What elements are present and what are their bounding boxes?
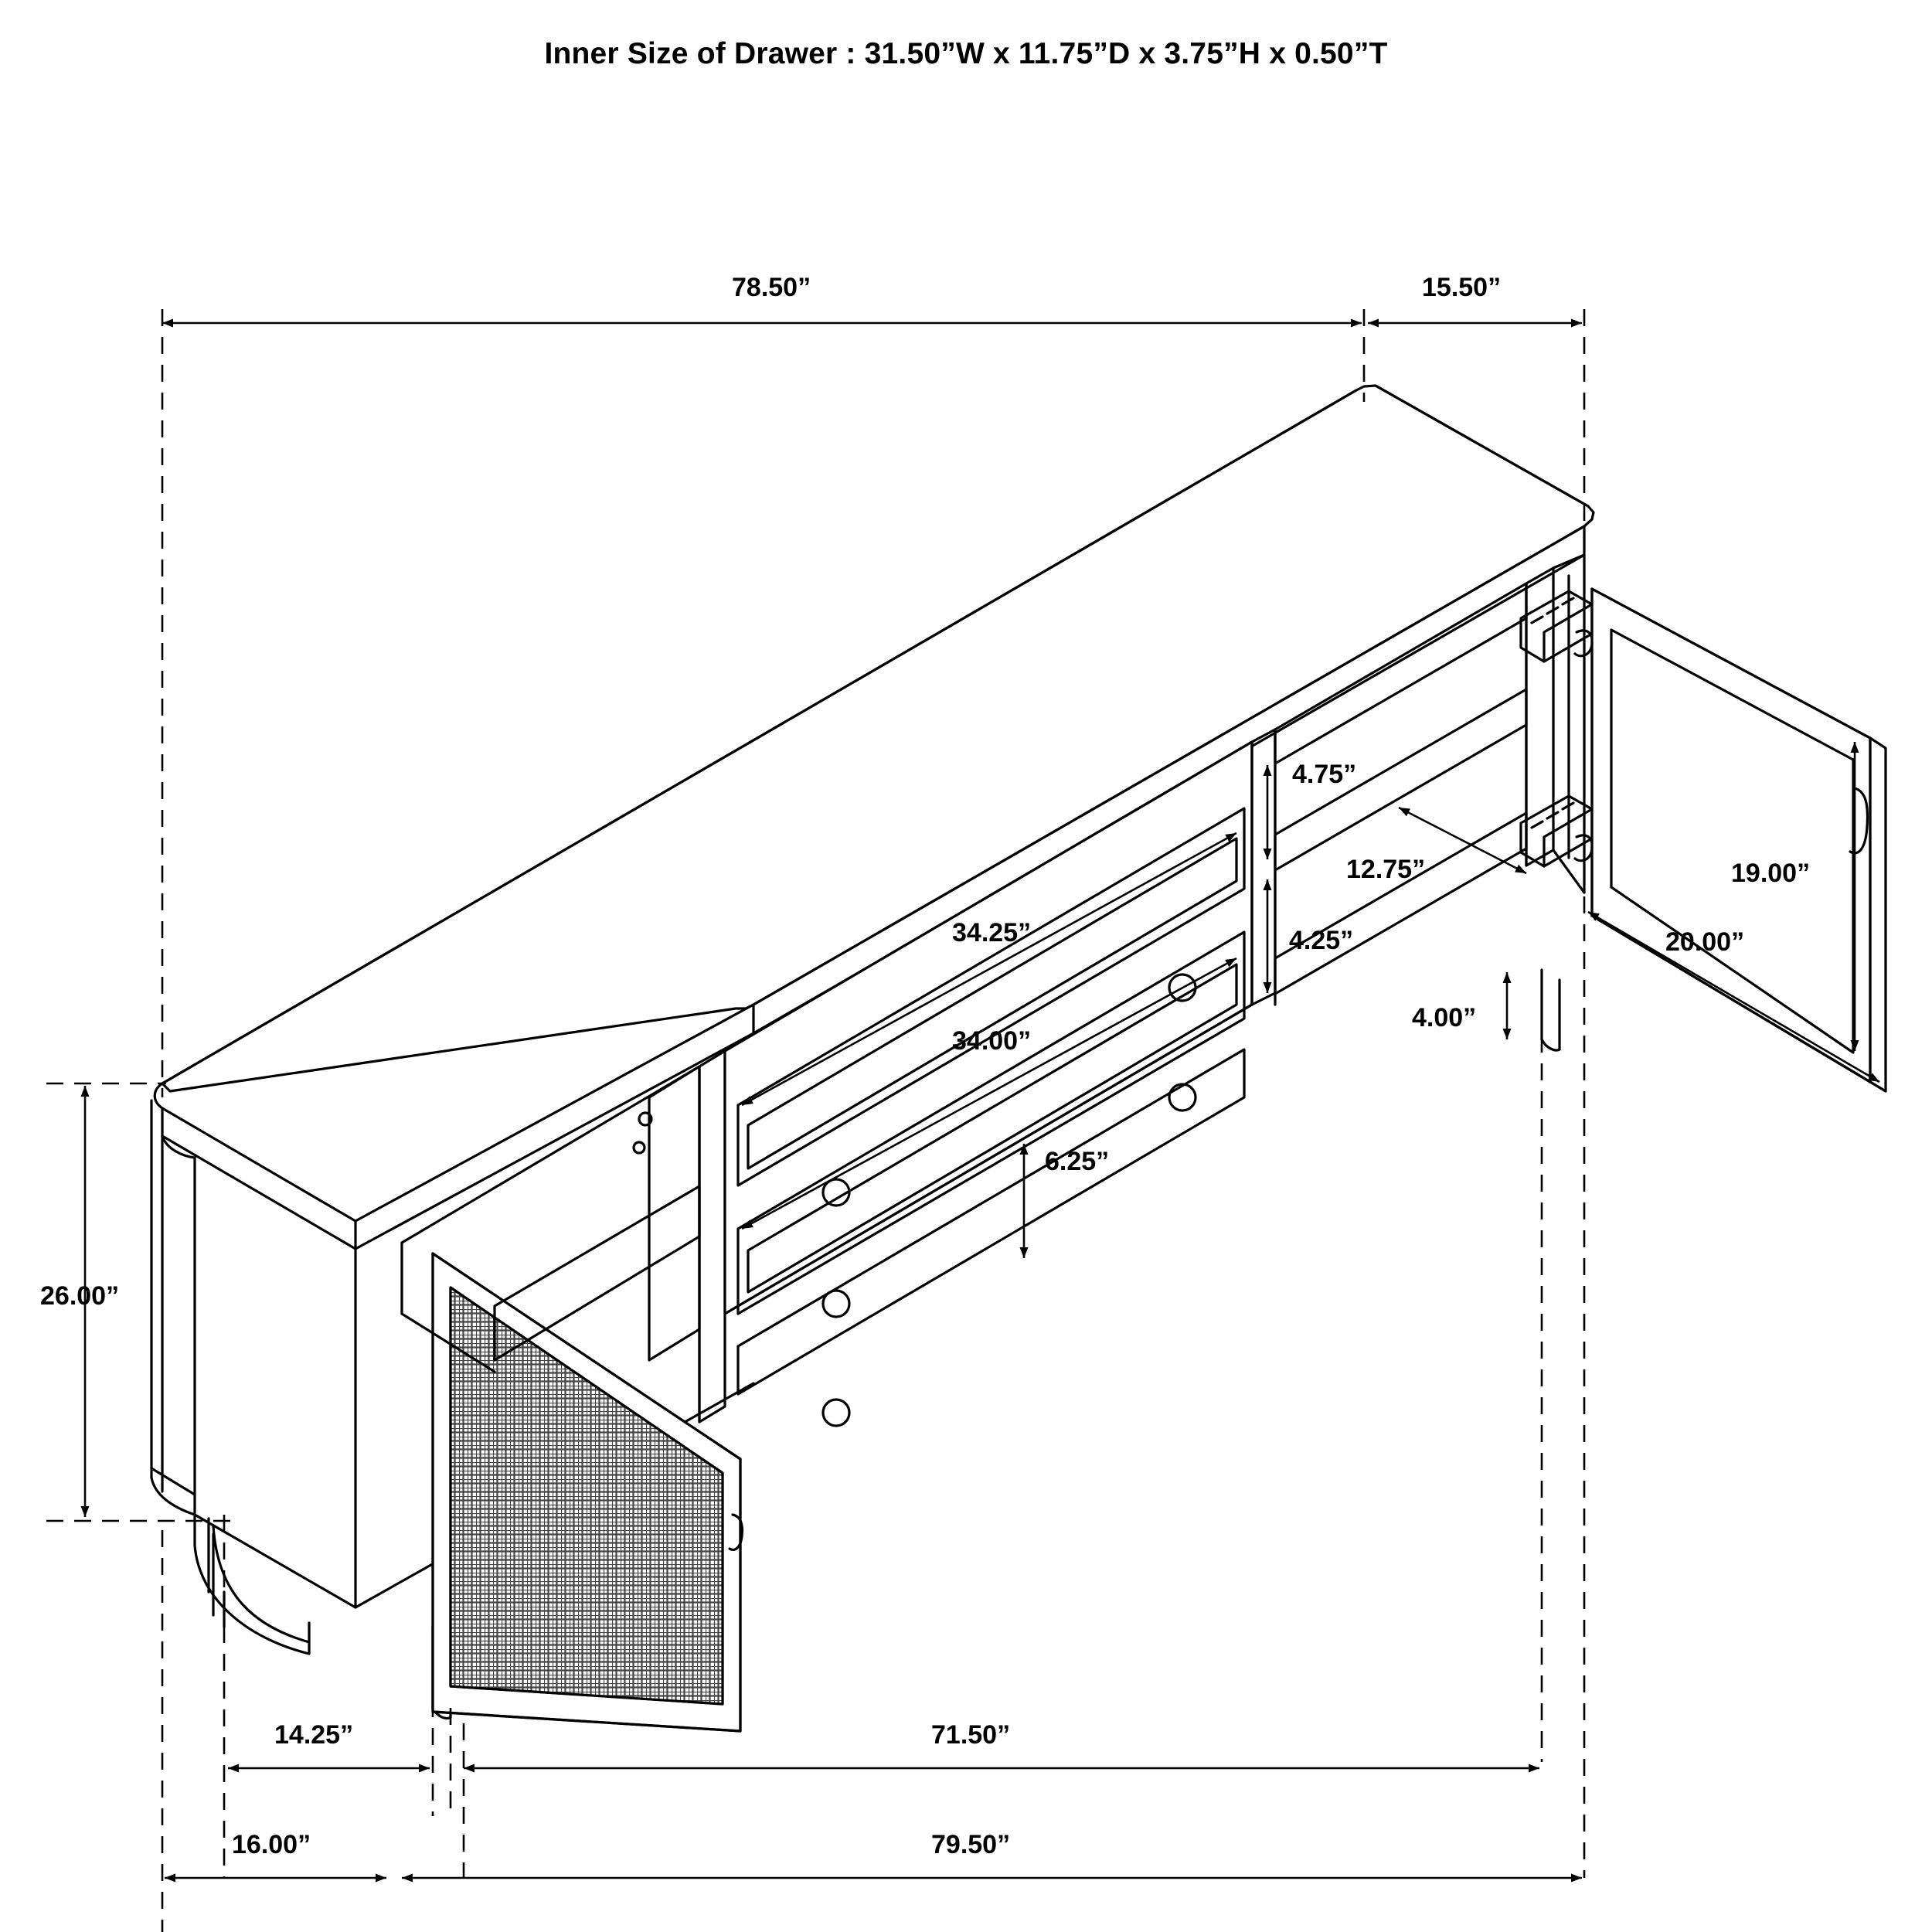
dim-door-opening-depth: 12.75” (1346, 855, 1426, 884)
dim-top-width-door: 15.50” (1422, 273, 1502, 302)
dim-door-outer-height: 20.00” (1665, 927, 1745, 957)
dim-drawer-front-height: 6.25” (1045, 1147, 1110, 1176)
dim-drawer-opening-lower: 34.00” (952, 1026, 1032, 1056)
dim-bottom-clearance: 4.00” (1412, 1003, 1477, 1032)
dim-left-section-inner: 14.25” (274, 1720, 354, 1750)
dim-body-width-outer: 79.50” (931, 1830, 1011, 1859)
dim-body-width-inner: 71.50” (931, 1720, 1011, 1750)
dim-shelf-gap-upper: 4.75” (1292, 760, 1357, 789)
dim-drawer-opening-upper: 34.25” (952, 918, 1032, 947)
dim-overall-height: 26.00” (40, 1281, 120, 1311)
dim-top-width-main: 78.50” (732, 273, 811, 302)
page-title: Inner Size of Drawer : 31.50”W x 11.75”D x 3.75”H x 0.50”T (544, 37, 1388, 70)
dim-shelf-gap-lower: 4.25” (1289, 926, 1354, 955)
dim-door-inner-height: 19.00” (1731, 859, 1811, 888)
dim-left-section-outer: 16.00” (232, 1830, 311, 1859)
